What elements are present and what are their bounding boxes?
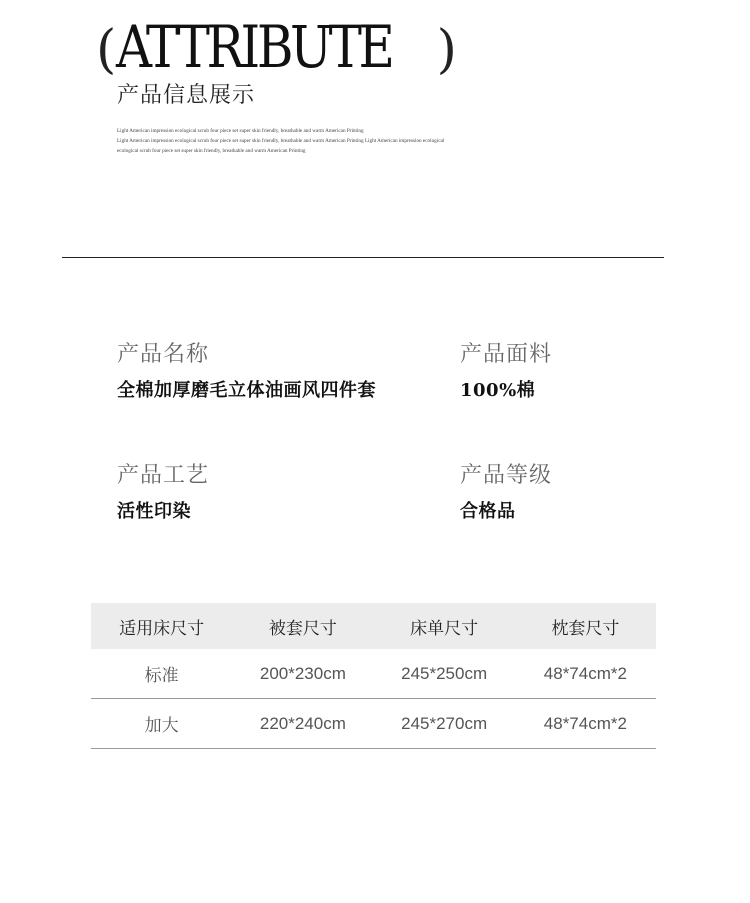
attr-label: 产品工艺 [117,463,210,488]
attr-value: 100%棉 [460,380,536,401]
table-cell: 标准 [144,666,179,686]
attr-value: 合格品 [460,501,516,522]
divider [62,257,664,258]
page-subtitle: 产品信息展示 [117,83,256,108]
table-header [91,603,656,649]
table-cell: 245*250cm [401,663,488,683]
table-row [91,699,656,749]
table-cell: 245*270cm [401,713,488,733]
column-header: 枕套尺寸 [551,618,620,639]
attr-craft [117,458,209,523]
table-row [91,649,656,699]
brand-close-paren: ) [436,20,457,80]
tagline-line: ecological scrub four piece set super skin friendly, breathable and warm American Printing [117,148,306,154]
brand-title [96,13,457,81]
attr-fabric [460,337,552,402]
table-cell: 200*230cm [259,663,346,683]
brand-open-paren: ( [96,20,117,80]
table-cell: 48*74cm*2 [543,713,627,733]
attr-value: 活性印染 [117,501,191,522]
table-cell: 加大 [144,716,179,736]
tagline-line: Light American impression ecological scrub four piece set super skin friendly, breathable and warm American Printing [117,128,364,134]
attr-label: 产品名称 [117,342,210,367]
attr-label: 产品面料 [460,342,553,367]
attr-product-name [117,337,376,402]
table-cell: 48*74cm*2 [543,663,627,683]
attr-grade [460,458,552,523]
column-header: 被套尺寸 [268,618,337,639]
tagline [117,126,457,156]
attr-value: 全棉加厚磨毛立体油画风四件套 [117,380,376,401]
tagline-line: Light American impression ecological scrub four piece set super skin friendly, breathable and warm American Printing Light American impression ecological [117,138,445,144]
column-header: 适用床尺寸 [119,618,205,639]
column-header: 床单尺寸 [410,618,479,639]
brand-word: ATTRIBUTE [116,13,392,81]
size-table [91,603,656,749]
header [0,0,750,260]
attr-label: 产品等级 [460,463,553,488]
table-cell: 220*240cm [259,713,346,733]
